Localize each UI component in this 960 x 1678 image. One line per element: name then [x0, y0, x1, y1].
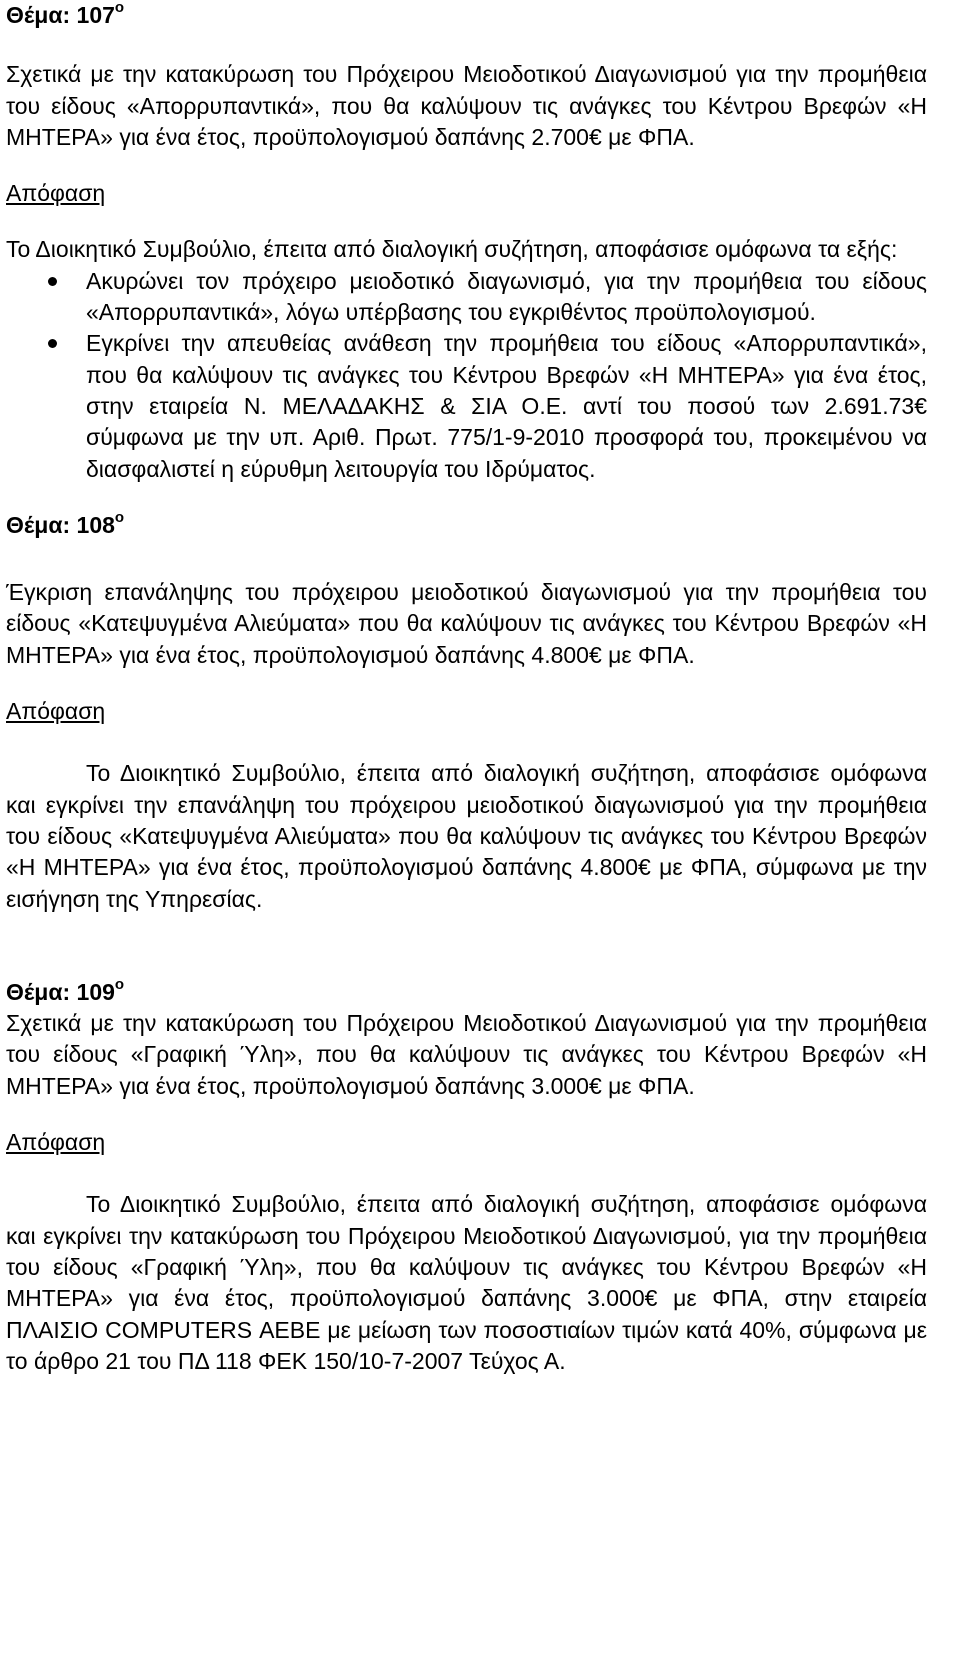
topic-107: [6, 0, 927, 485]
decision-intro: Το Διοικητικό Συμβούλιο, έπειτα από διαλογική συζήτηση, αποφάσισε ομόφωνα τα εξής:: [6, 236, 898, 263]
decision-text: Το Διοικητικό Συμβούλιο, έπειτα από διαλογική συζήτηση, αποφάσισε ομόφωνα και εγκρίνει την επανάληψη του πρόχειρου μειοδοτικού διαγωνισμού για την προμήθεια του είδους «Κατεψυγμένα Αλιεύματα» που θα καλύψουν τις ανάγκες του Κέντρου Βρεφών «Η ΜΗΤΕΡΑ» για ένα έτος, προϋπολογισμού δαπάνης 4.800€ με ΦΠΑ, σύμφωνα με την εισήγηση της Υπηρεσίας.: [6, 760, 927, 912]
topic-subject: Σχετικά με την κατακύρωση του Πρόχειρου Μειοδοτικού Διαγωνισμού για την προμήθεια του είδους «Γραφική Ύλη», που θα καλύψουν τις ανάγκες του Κέντρου Βρεφών «Η ΜΗΤΕΡΑ» για ένα έτος, προϋπολογισμού δαπάνης 3.000€ με ΦΠΑ.: [6, 1010, 927, 1099]
list-item-text: Εγκρίνει την απευθείας ανάθεση την προμήθεια του είδους «Απορρυπαντικά», που θα καλύψουν τις ανάγκες του Κέντρου Βρεφών «Η ΜΗΤΕΡΑ» για ένα έτος, στην εταιρεία Ν. ΜΕΛΑΔΑΚΗΣ & ΣΙΑ Ο.Ε. αντί του ποσού των 2.691.73€ σύμφωνα με την υπ. Αριθ. Πρωτ. 775/1-9-2010 προσφορά του, προκειμένου να διασφαλιστεί η εύρυθμη λειτουργία του Ιδρύματος.: [86, 330, 927, 482]
list-item: [6, 266, 927, 329]
decision-label: Απόφαση: [6, 180, 106, 207]
decision-label: Απόφαση: [6, 698, 106, 725]
bullet-icon: [48, 277, 57, 286]
topic-heading: Θέμα: $108^o$: [6, 509, 125, 538]
topic-heading: Θέμα: $107^o$: [6, 0, 125, 28]
decision-list: [6, 266, 927, 485]
ordinal-sup: ο: [114, 0, 125, 17]
topic-subject: Σχετικά με την κατακύρωση του Πρόχειρου Μειοδοτικού Διαγωνισμού για την προμήθεια του είδους «Απορρυπαντικά», που θα καλύψουν τις ανάγκες του Κέντρου Βρεφών «Η ΜΗΤΕΡΑ» για ένα έτος, προϋπολογισμού δαπάνης 2.700€ με ΦΠΑ.: [6, 61, 927, 150]
decision-label: Απόφαση: [6, 1129, 106, 1156]
ordinal-sup: ο: [114, 976, 125, 994]
ordinal-sup: ο: [114, 509, 125, 527]
topic-subject: Έγκριση επανάληψης του πρόχειρου μειοδοτικού διαγωνισμού για την προμήθεια του είδους «Κατεψυγμένα Αλιεύματα» που θα καλύψουν τις ανάγκες του Κέντρου Βρεφών «Η ΜΗΤΕΡΑ» για ένα έτος, προϋπολογισμού δαπάνης 4.800€ με ΦΠΑ.: [6, 579, 927, 668]
bullet-icon: [48, 339, 57, 348]
topic-109: [6, 977, 927, 1377]
decision-text: Το Διοικητικό Συμβούλιο, έπειτα από διαλογική συζήτηση, αποφάσισε ομόφωνα και εγκρίνει την κατακύρωση του Πρόχειρου Μειοδοτικού Διαγωνισμού, για την προμήθεια του είδους «Γραφική Ύλη», που θα καλύψουν τις ανάγκες του Κέντρου Βρεφών «Η ΜΗΤΕΡΑ» για ένα έτος, προϋπολογισμού δαπάνης 3.000€ με ΦΠΑ, στην εταιρεία ΠΛΑΙΣΙΟ COMPUTERS ΑΕΒΕ με μείωση των ποσοστιαίων τιμών κατά 40%, σύμφωνα με το άρθρο 21 του ΠΔ 118 ΦΕΚ 150/10-7-2007 Τεύχος Α.: [6, 1191, 927, 1374]
list-item-text: Ακυρώνει τον πρόχειρο μειοδοτικό διαγωνισμό, για την προμήθεια του είδους «Απορρυπαντικά», λόγω υπέρβασης του εγκριθέντος προϋπολογισμού.: [86, 267, 927, 326]
topic-heading: Θέμα: $109^o$: [6, 976, 125, 1005]
topic-108: [6, 510, 927, 915]
list-item: [6, 328, 927, 484]
